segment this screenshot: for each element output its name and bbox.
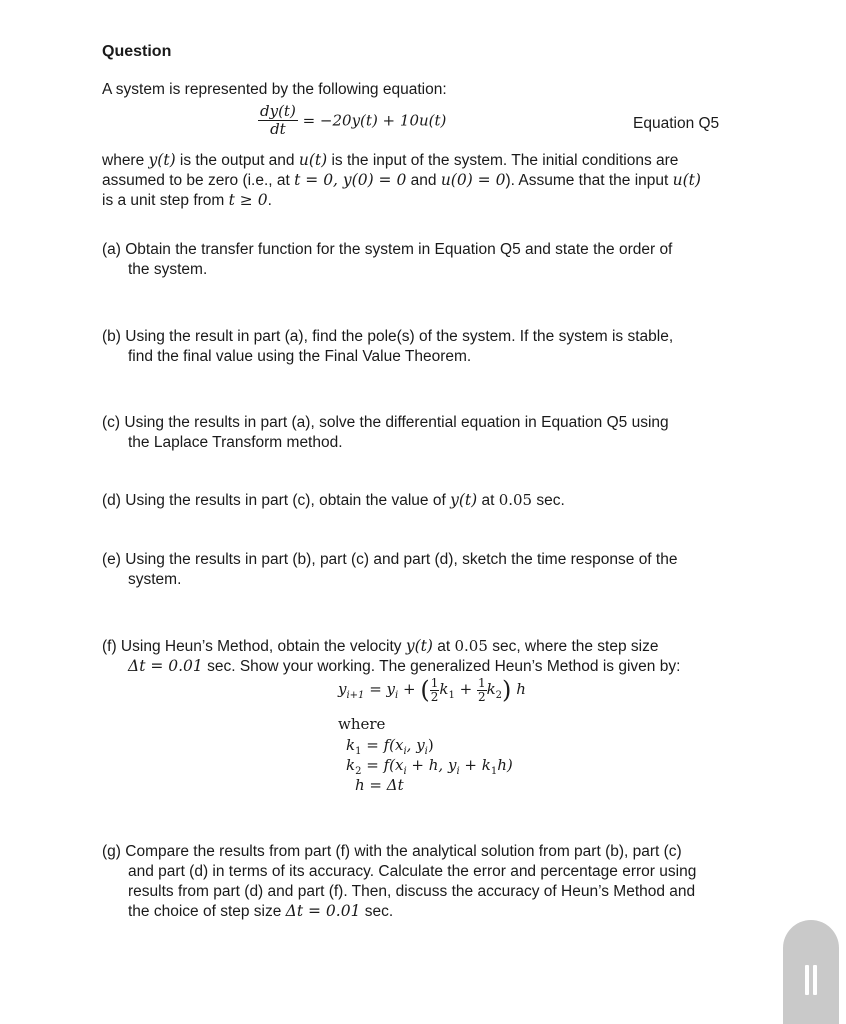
part-g-line-2: and part (d) in terms of its accuracy. Calculate the error and percentage error using xyxy=(128,863,697,880)
math-run: + h, y xyxy=(406,756,457,774)
text-run: ). Assume that the input xyxy=(505,172,673,189)
part-e-line-1: (e) Using the results in part (b), part (c) and part (d), sketch the time response of the xyxy=(102,551,678,568)
math-run: u(t) xyxy=(298,151,328,169)
equation-numerator: dy(t) xyxy=(260,102,296,120)
text-run: is the input of the system. The initial conditions are xyxy=(327,152,679,169)
fraction-denominator: 2 xyxy=(430,689,439,704)
equation-denominator: dt xyxy=(270,120,286,138)
part-f-line-2 xyxy=(128,657,680,676)
fraction-numerator: 1 xyxy=(430,675,439,690)
text-run: . xyxy=(267,192,272,209)
math-run: = f(x xyxy=(366,756,404,774)
math-run: k xyxy=(439,680,449,698)
math-run: + k xyxy=(459,756,491,774)
math-run: = f(x xyxy=(366,736,404,754)
part-c-line-2: the Laplace Transform method. xyxy=(128,434,343,451)
math-run: k xyxy=(346,736,356,754)
equation-rhs: = −20y(t) + 10u(t) xyxy=(302,111,447,130)
half-fraction xyxy=(430,677,440,704)
left-paren-icon: ( xyxy=(420,676,430,704)
h-definition: h = Δt xyxy=(355,776,404,794)
math-subscript: 1 xyxy=(355,746,362,757)
part-g-line-4 xyxy=(128,902,393,921)
math-subscript: 2 xyxy=(355,766,362,777)
text-run: is a unit step from xyxy=(102,192,229,209)
math-subscript: i xyxy=(456,766,460,777)
math-run: = y xyxy=(364,680,396,698)
half-fraction xyxy=(477,677,487,704)
scroll-handle-icon xyxy=(803,965,819,995)
math-run: 0.05 xyxy=(454,637,488,655)
k2-definition xyxy=(346,756,513,777)
part-b-line-2: find the final value using the Final Value Theorem. xyxy=(128,348,472,365)
text-run: and xyxy=(406,172,441,189)
intro-text: A system is represented by the following equation: xyxy=(102,81,447,98)
text-run: sec. xyxy=(532,492,565,509)
heun-formula xyxy=(338,676,526,704)
text-run: assumed to be zero (i.e., at xyxy=(102,172,295,189)
math-run: y xyxy=(338,680,347,698)
text-run: where xyxy=(102,152,149,169)
part-f-line-1 xyxy=(102,637,658,656)
part-e-line-2: system. xyxy=(128,571,182,588)
where-line-3 xyxy=(102,191,272,210)
text-run: is the output and xyxy=(175,152,299,169)
text-run: at xyxy=(432,638,455,655)
math-run: y(t) xyxy=(405,637,433,655)
math-subscript: i+1 xyxy=(346,690,365,701)
text-run: at xyxy=(477,492,499,509)
math-run: k xyxy=(486,680,496,698)
text-run: sec. Show your working. The generalized Heun’s Method is given by: xyxy=(202,658,681,675)
where-line-1 xyxy=(102,151,678,170)
math-run: Δt = 0.01 xyxy=(285,902,361,920)
text-run: (f) Using Heun’s Method, obtain the velocity xyxy=(102,638,406,655)
scroll-handle[interactable] xyxy=(783,920,839,1024)
math-run: y(t) xyxy=(148,151,176,169)
math-run: t ≥ 0 xyxy=(228,191,268,209)
math-run: + xyxy=(398,680,421,698)
question-heading: Question xyxy=(102,43,172,60)
math-subscript: 2 xyxy=(495,690,503,701)
part-d xyxy=(102,491,565,510)
equation-q5 xyxy=(258,103,446,138)
math-run: k xyxy=(346,756,356,774)
equation-label: Equation Q5 xyxy=(633,115,720,132)
text-run: sec. xyxy=(360,903,394,920)
math-run: t = 0, y(0) = 0 xyxy=(294,171,407,189)
math-run: h) xyxy=(497,756,513,774)
math-run: u(0) = 0 xyxy=(440,171,506,189)
math-subscript: 1 xyxy=(448,690,455,701)
text-run: sec, where the step size xyxy=(487,638,659,655)
math-run: Δt = 0.01 xyxy=(128,657,203,675)
k1-definition xyxy=(346,736,434,757)
part-g-line-3: results from part (d) and part (f). Then, discuss the accuracy of Heun’s Method and xyxy=(128,883,696,900)
math-run: + xyxy=(454,680,477,698)
text-run: (d) Using the results in part (c), obtain the value of xyxy=(102,492,451,509)
math-subscript: i xyxy=(403,766,407,777)
part-c-line-1: (c) Using the results in part (a), solve the differential equation in Equation Q5 using xyxy=(102,414,669,431)
math-run: u(t) xyxy=(672,171,701,189)
part-b-line-1: (b) Using the result in part (a), find the pole(s) of the system. If the system is stable, xyxy=(102,328,674,345)
fraction-numerator: 1 xyxy=(477,675,486,690)
where-line-2 xyxy=(102,171,701,190)
part-a-line-1: (a) Obtain the transfer function for the system in Equation Q5 and state the order of xyxy=(102,241,673,258)
math-run: y(t) xyxy=(450,491,478,509)
right-paren-icon: ) xyxy=(502,676,512,704)
fraction-denominator: 2 xyxy=(477,689,486,704)
math-subscript: i xyxy=(424,746,428,757)
math-subscript: i xyxy=(403,746,407,757)
math-run: h xyxy=(516,680,526,698)
part-a-line-2: the system. xyxy=(128,261,208,278)
math-run: 0.05 xyxy=(498,491,533,509)
part-g-line-1: (g) Compare the results from part (f) with the analytical solution from part (b), part (c) xyxy=(102,843,682,860)
math-subscript: 1 xyxy=(490,766,498,777)
equation-fraction xyxy=(258,103,298,138)
math-run: ) xyxy=(427,736,434,754)
text-run: the choice of step size xyxy=(128,903,286,920)
heun-where: where xyxy=(338,715,386,733)
math-run: , y xyxy=(406,736,425,754)
math-subscript: i xyxy=(395,690,399,701)
